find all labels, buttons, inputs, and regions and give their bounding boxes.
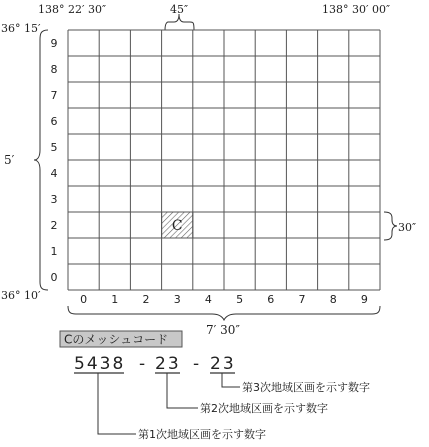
x-axis-label: 7 [298,293,306,306]
x-axis-label: 8 [329,293,337,306]
y-axis-label: 6 [50,115,58,128]
y-axis-label: 2 [50,219,58,232]
x-axis-label: 6 [267,293,275,306]
right-span-brace [384,212,397,240]
code-sep-2: - [193,354,200,374]
code-sep-1: - [139,354,146,374]
top-left-longitude: 138° 22′ 30″ [38,3,107,16]
top-width-brace [165,14,194,30]
bottom-span-label: 7′ 30″ [206,323,240,337]
x-axis-label: 1 [111,293,119,306]
x-axis-label: 5 [236,293,244,306]
x-axis-label: 0 [80,293,88,306]
bottom-span-brace [68,306,380,320]
first-leader-line [98,373,136,434]
x-axis-label: 2 [142,293,150,306]
y-axis-label: 1 [50,245,58,258]
x-axis-label: 3 [173,293,181,306]
code-second-part: 23 [155,354,181,374]
y-axis-label: 9 [50,37,58,50]
code-first-part: 5438 [74,354,126,374]
top-width-label: 45″ [170,3,189,16]
x-axis-label: 4 [204,293,212,306]
left-span-label: 5′ [4,153,15,167]
third-leader-line [222,373,240,387]
mesh-code-title: Cのメッシュコード [64,332,169,347]
right-span-label: 30″ [398,221,417,234]
top-right-longitude: 138° 30′ 00″ [322,3,391,16]
code-third-part: 23 [210,354,236,374]
y-axis-label: 3 [50,193,58,206]
highlight-cell-label: C [171,218,183,234]
grid-lines [68,30,380,290]
x-axis-label: 9 [360,293,368,306]
second-leader-line [167,373,198,408]
y-axis-label: 7 [50,89,58,102]
y-axis-label: 8 [50,63,58,76]
y-axis-label: 0 [50,271,58,284]
third-note: 第3次地域区画を示す数字 [242,381,370,394]
y-axis-labels [51,37,58,284]
y-axis-label: 5 [50,141,58,154]
second-note: 第2次地域区画を示す数字 [200,402,328,415]
mesh-grid [51,30,381,306]
left-span-brace [34,30,48,290]
first-note: 第1次地域区画を示す数字 [138,428,266,441]
bottom-latitude: 36° 10′ [1,289,41,302]
top-latitude: 36° 15′ [1,22,41,35]
x-axis-labels [80,293,368,306]
y-axis-label: 4 [50,167,58,180]
